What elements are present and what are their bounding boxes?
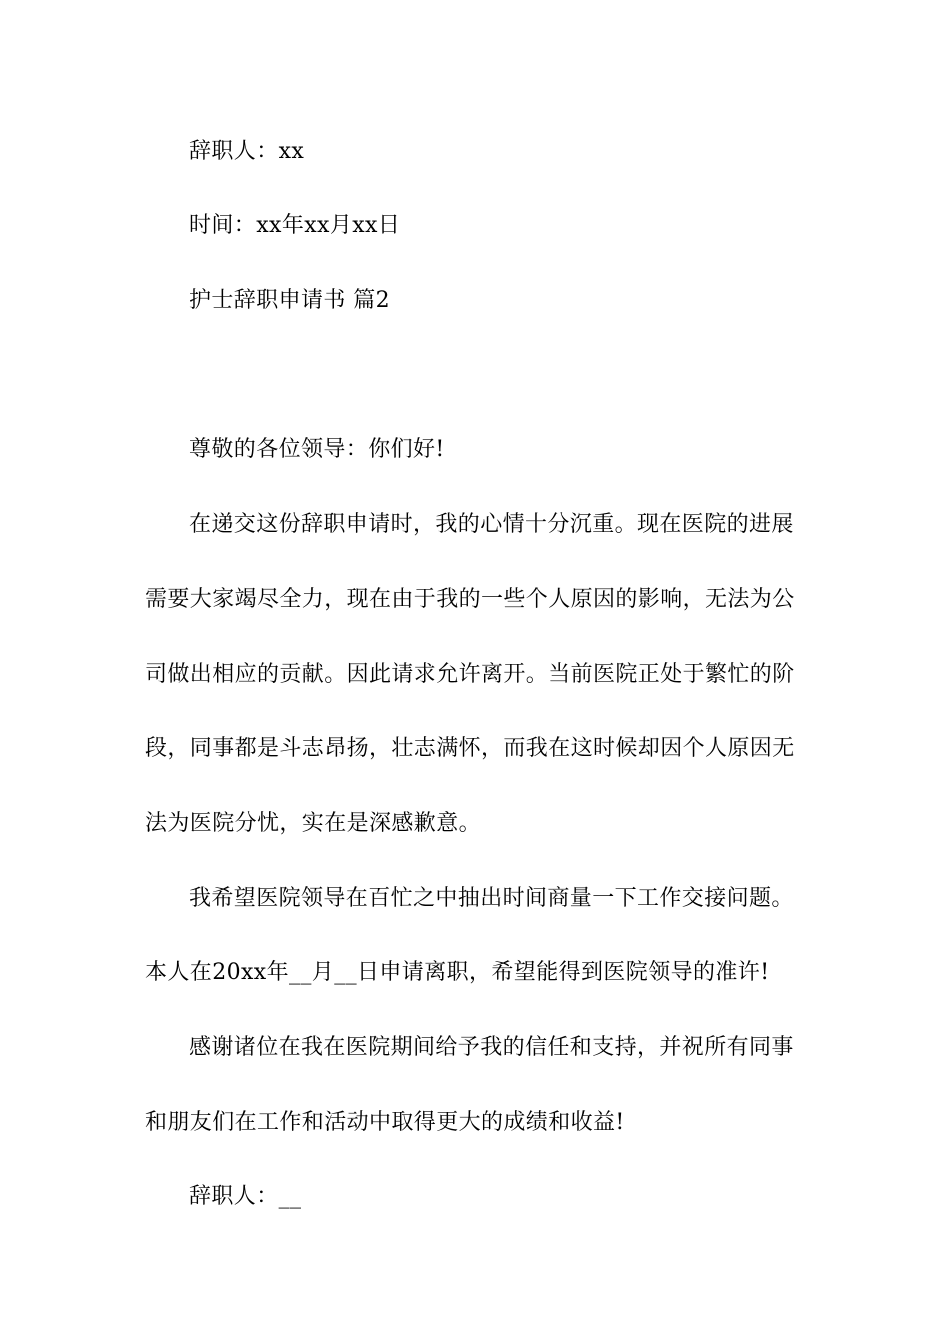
resigner-line-2: 辞职人：__ (189, 1184, 302, 1209)
date-line: 时间：xx年xx月xx日 (189, 213, 401, 238)
resigner-line: 辞职人：xx (189, 139, 305, 164)
paragraph-3-line-1: 感谢诸位在我在医院期间给予我的信任和支持，并祝所有同事 (189, 1035, 794, 1060)
paragraph-1-line-5: 法为医院分忧，实在是深感歉意。 (145, 811, 482, 836)
paragraph-1-line-1: 在递交这份辞职申请时，我的心情十分沉重。现在医院的进展 (189, 512, 794, 537)
paragraph-2-line-1: 我希望医院领导在百忙之中抽出时间商量一下工作交接问题。 (189, 886, 794, 911)
paragraph-1-line-2: 需要大家竭尽全力，现在由于我的一些个人原因的影响，无法为公 (145, 587, 795, 612)
salutation: 尊敬的各位领导：你们好! (189, 437, 445, 462)
section-title: 护士辞职申请书 篇2 (189, 288, 390, 313)
paragraph-1-line-4: 段，同事都是斗志昂扬，壮志满怀，而我在这时候却因个人原因无 (145, 736, 795, 761)
paragraph-2-line-2: 本人在20xx年__月__日申请离职，希望能得到医院领导的准许! (145, 960, 770, 985)
paragraph-1-line-3: 司做出相应的贡献。因此请求允许离开。当前医院正处于繁忙的阶 (145, 662, 795, 687)
paragraph-3-line-2: 和朋友们在工作和活动中取得更大的成绩和收益! (145, 1110, 625, 1135)
